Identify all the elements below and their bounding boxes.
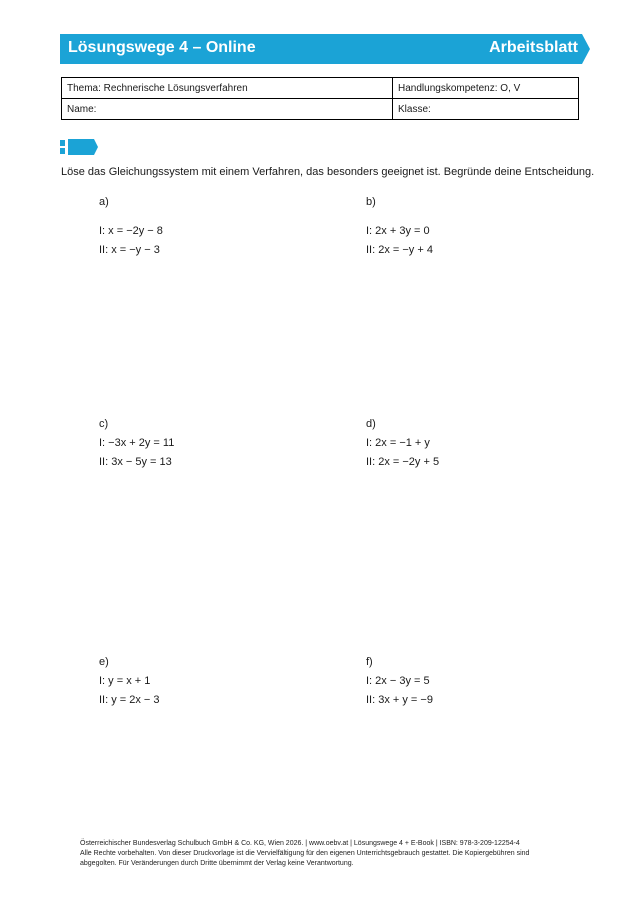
problem-c [99, 418, 174, 472]
banner-title: Lösungswege 4 – Online [68, 39, 256, 56]
footer-line-1: Österreichischer Bundesverlag Schulbuch GmbH & Co. KG, Wien 2026. | www.oebv.at | Lösungswege 4 + E-Book | ISBN: 978-3-209-12254-4 [80, 840, 520, 847]
competence-cell: Handlungskompetenz: O, V [393, 78, 579, 99]
header-banner [60, 34, 590, 64]
equation-2: II: 2x = −y + 4 [366, 244, 433, 256]
problem-e [99, 656, 160, 710]
problem-label: a) [99, 196, 109, 208]
problem-label: e) [99, 656, 109, 668]
task-marker-icon [60, 139, 100, 160]
problem-b [366, 196, 433, 260]
equation-1: I: y = x + 1 [99, 675, 151, 687]
equation-2: II: x = −y − 3 [99, 244, 160, 256]
problem-label: f) [366, 656, 373, 668]
footer-line-2: Alle Rechte vorbehalten. Von dieser Druckvorlage ist die Vervielfältigung für den eigenen Unterrichtsgebrauch gestattet. Die Kopiergebühren sind [80, 850, 530, 857]
equation-2: II: y = 2x − 3 [99, 694, 160, 706]
equation-2: II: 3x + y = −9 [366, 694, 433, 706]
topic-cell: Thema: Rechnerische Lösungsverfahren [62, 78, 393, 99]
equation-2: II: 3x − 5y = 13 [99, 456, 172, 468]
equation-1: I: x = −2y − 8 [99, 225, 163, 237]
problem-a [99, 196, 163, 260]
problem-f [366, 656, 433, 710]
class-cell[interactable]: Klasse: [393, 99, 579, 120]
equation-1: I: 2x = −1 + y [366, 437, 430, 449]
problem-label: d) [366, 418, 376, 430]
task-instruction: Löse das Gleichungssystem mit einem Verfahren, das besonders geeignet ist. Begründe deine Entscheidung. [61, 166, 595, 178]
problem-d [366, 418, 439, 472]
document-type: Arbeitsblatt [489, 39, 578, 56]
name-cell[interactable]: Name: [62, 99, 393, 120]
problem-label: c) [99, 418, 109, 430]
equation-1: I: 2x + 3y = 0 [366, 225, 430, 237]
info-table [61, 77, 579, 120]
equation-2: II: 2x = −2y + 5 [366, 456, 440, 468]
problem-label: b) [366, 196, 376, 208]
footer-line-3: abgegolten. Für Veränderungen durch Dritte übernimmt der Verlag keine Verantwortung. [80, 860, 354, 867]
equation-1: I: −3x + 2y = 11 [99, 437, 175, 449]
equation-1: I: 2x − 3y = 5 [366, 675, 430, 687]
footer [80, 839, 570, 869]
